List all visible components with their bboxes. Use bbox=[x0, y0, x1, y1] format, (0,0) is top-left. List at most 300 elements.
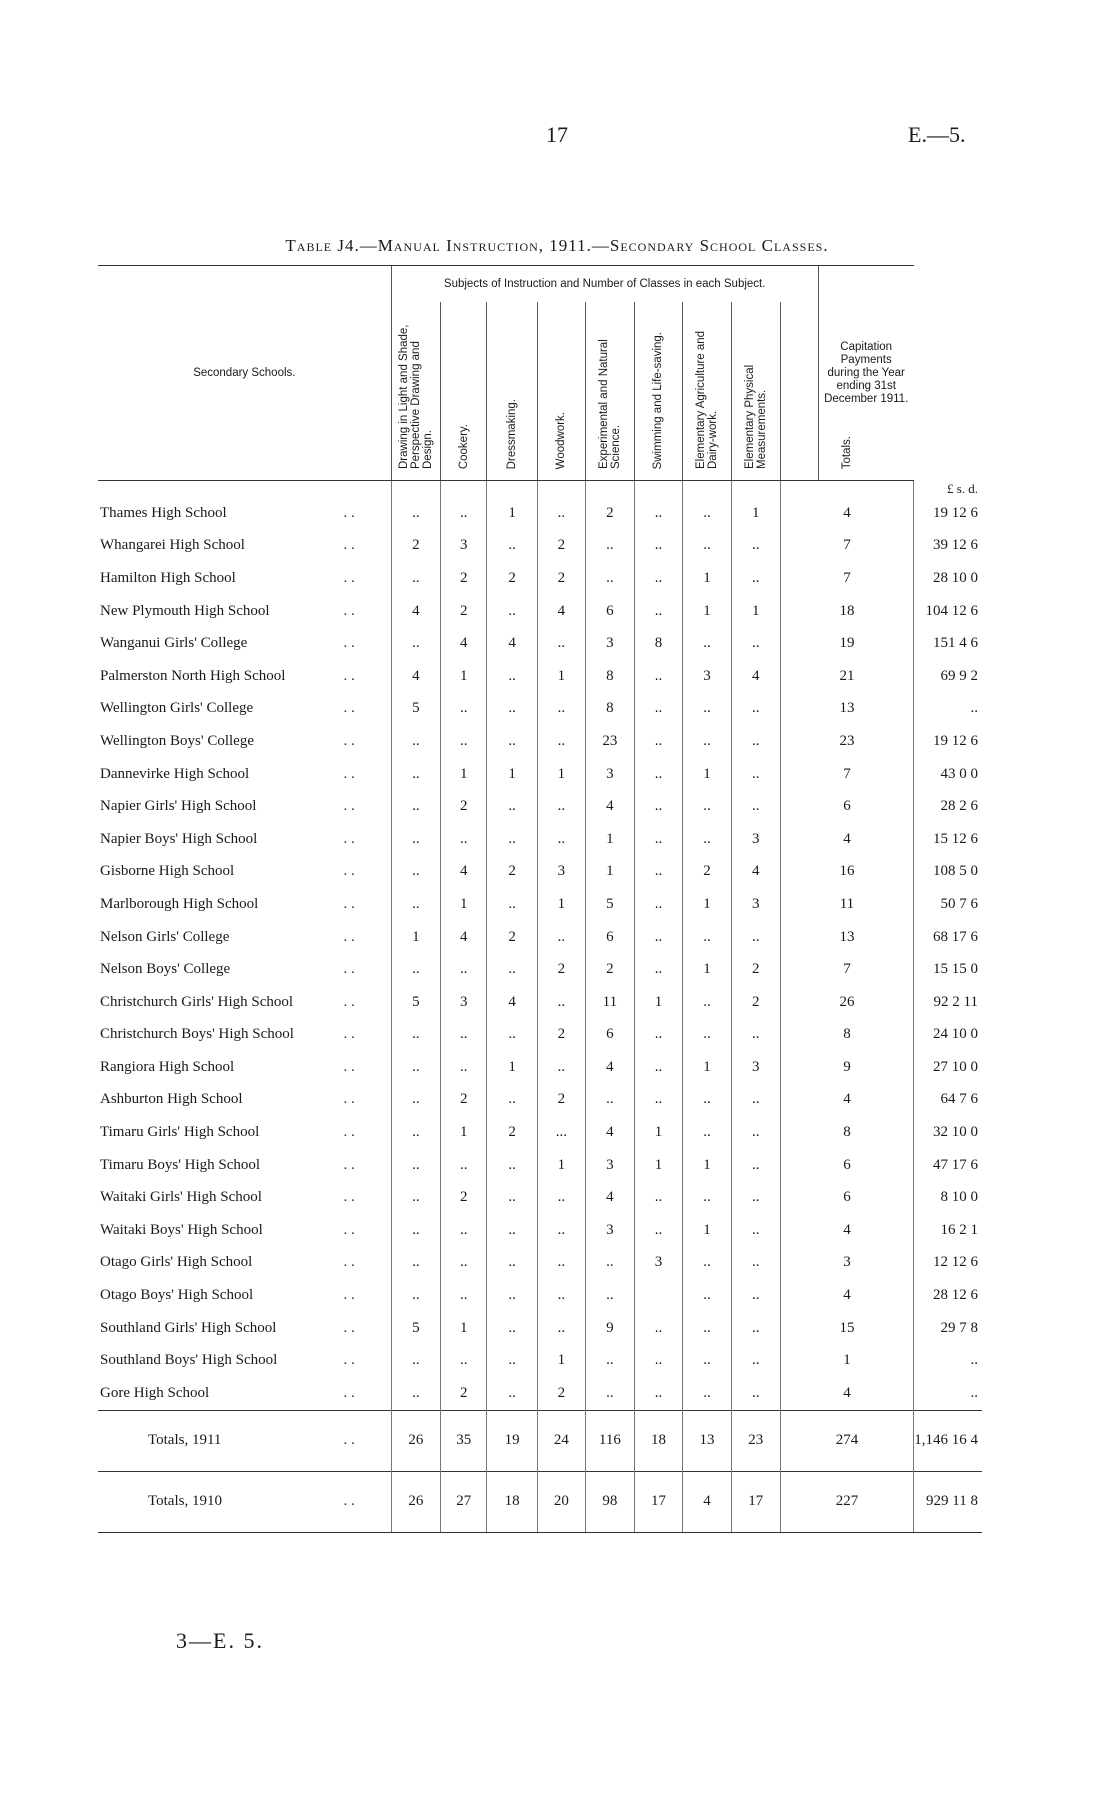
subject-header-text: Totals. bbox=[841, 435, 854, 469]
cell-value: 1 bbox=[683, 953, 732, 986]
subject-header-0 bbox=[391, 302, 440, 481]
cell-value: 7 bbox=[780, 562, 914, 595]
cell-value: .. bbox=[391, 562, 440, 595]
cell-value: 3 bbox=[731, 888, 780, 921]
subject-header-3 bbox=[537, 302, 585, 481]
total-value: 35 bbox=[441, 1410, 487, 1471]
cell-value: .. bbox=[731, 1344, 780, 1377]
cell-value: .. bbox=[634, 725, 682, 758]
cell-value: 1 bbox=[441, 660, 487, 693]
cell-value: .. bbox=[586, 1247, 635, 1280]
cell-value: .. bbox=[391, 856, 440, 889]
cell-value: .. bbox=[487, 1377, 537, 1410]
capitation-value: 28 2 6 bbox=[914, 790, 982, 823]
cell-value: .. bbox=[634, 530, 682, 563]
school-name: Ashburton High School bbox=[100, 1091, 243, 1108]
school-name: Southland Girls' High School bbox=[100, 1319, 277, 1336]
capitation-value: 92 2 11 bbox=[914, 986, 982, 1019]
currency-units-row bbox=[98, 481, 982, 498]
table-row bbox=[98, 627, 982, 660]
school-name: Wellington Boys' College bbox=[100, 732, 254, 749]
cell-value: 13 bbox=[780, 921, 914, 954]
cell-value: 1 bbox=[537, 1344, 585, 1377]
school-name: Nelson Girls' College bbox=[100, 928, 230, 945]
cell-value: .. bbox=[634, 693, 682, 726]
cell-value: .. bbox=[683, 693, 732, 726]
cell-value: 11 bbox=[780, 888, 914, 921]
cell-value: 3 bbox=[441, 530, 487, 563]
cell-value: .. bbox=[441, 1344, 487, 1377]
table-row bbox=[98, 1149, 982, 1182]
capitation-value: 108 5 0 bbox=[914, 856, 982, 889]
table-row bbox=[98, 562, 982, 595]
cell-value: 4 bbox=[487, 986, 537, 1019]
cell-value: .. bbox=[683, 1084, 732, 1117]
cell-value: .. bbox=[731, 1181, 780, 1214]
cell-value: 1 bbox=[683, 595, 732, 628]
cell-value: ... bbox=[537, 1116, 585, 1149]
cell-value: .. bbox=[391, 790, 440, 823]
cell-value: 9 bbox=[586, 1312, 635, 1345]
capitation-value: 12 12 6 bbox=[914, 1247, 982, 1280]
cell-value: .. bbox=[391, 953, 440, 986]
cell-value: .. bbox=[537, 1279, 585, 1312]
cell-value: .. bbox=[391, 1181, 440, 1214]
cell-value: .. bbox=[634, 497, 682, 530]
total-value: 4 bbox=[683, 1471, 732, 1532]
table-row bbox=[98, 1214, 982, 1247]
cell-value: .. bbox=[634, 1181, 682, 1214]
leader-dots: . . bbox=[343, 732, 355, 749]
cell-value: 2 bbox=[441, 790, 487, 823]
cell-value: .. bbox=[586, 1279, 635, 1312]
cell-value: 1 bbox=[634, 1116, 682, 1149]
cell-value: 2 bbox=[537, 1084, 585, 1117]
cell-value: 5 bbox=[391, 693, 440, 726]
cell-value: 8 bbox=[780, 1116, 914, 1149]
table-row bbox=[98, 595, 982, 628]
subject-header-7 bbox=[731, 302, 780, 481]
table-title bbox=[0, 236, 1114, 256]
total-value: 19 bbox=[487, 1410, 537, 1471]
cell-value: .. bbox=[537, 790, 585, 823]
cell-value bbox=[634, 1279, 682, 1312]
cell-value: 4 bbox=[441, 921, 487, 954]
cell-value: 7 bbox=[780, 953, 914, 986]
cell-value: .. bbox=[683, 1377, 732, 1410]
leader-dots: . . bbox=[343, 961, 355, 978]
cell-value: 1 bbox=[586, 856, 635, 889]
subject-header-text: Swimming and Life-saving. bbox=[652, 331, 665, 469]
cell-value: 1 bbox=[487, 758, 537, 791]
cell-value: 3 bbox=[683, 660, 732, 693]
table-row bbox=[98, 693, 982, 726]
capitation-value: 28 12 6 bbox=[914, 1279, 982, 1312]
total-value: 274 bbox=[780, 1410, 914, 1471]
total-value: 26 bbox=[391, 1410, 440, 1471]
cell-value: 11 bbox=[586, 986, 635, 1019]
cell-value: .. bbox=[537, 1214, 585, 1247]
cell-value: .. bbox=[634, 1344, 682, 1377]
cell-value: .. bbox=[683, 921, 732, 954]
cell-value: 4 bbox=[391, 595, 440, 628]
cell-value: 1 bbox=[487, 497, 537, 530]
cell-value: 4 bbox=[586, 1181, 635, 1214]
cell-value: .. bbox=[537, 497, 585, 530]
cell-value: 2 bbox=[391, 530, 440, 563]
table-row bbox=[98, 497, 982, 530]
cell-value: 21 bbox=[780, 660, 914, 693]
cell-value: .. bbox=[441, 953, 487, 986]
total-value: 26 bbox=[391, 1471, 440, 1532]
cell-value: .. bbox=[731, 725, 780, 758]
school-name: Otago Boys' High School bbox=[100, 1287, 254, 1304]
cell-value: 8 bbox=[634, 627, 682, 660]
school-name: Timaru Girls' High School bbox=[100, 1124, 260, 1141]
cell-value: 3 bbox=[441, 986, 487, 1019]
cell-value: 1 bbox=[683, 1149, 732, 1182]
leader-dots: . . bbox=[343, 1471, 391, 1532]
cell-value: 2 bbox=[441, 1181, 487, 1214]
table-row bbox=[98, 986, 982, 1019]
capitation-value: .. bbox=[914, 1377, 982, 1410]
cell-value: .. bbox=[441, 1214, 487, 1247]
subjects-group-header: Subjects of Instruction and Number of Classes in each Subject. bbox=[391, 266, 818, 303]
cell-value: 2 bbox=[487, 856, 537, 889]
cell-value: .. bbox=[487, 1149, 537, 1182]
total-value: 27 bbox=[441, 1471, 487, 1532]
cell-value: 6 bbox=[780, 1181, 914, 1214]
cell-value: .. bbox=[683, 497, 732, 530]
capitation-value: 16 2 1 bbox=[914, 1214, 982, 1247]
cell-value: .. bbox=[487, 953, 537, 986]
table-row bbox=[98, 660, 982, 693]
cell-value: 3 bbox=[537, 856, 585, 889]
total-capitation: 1,146 16 4 bbox=[914, 1410, 982, 1471]
leader-dots: . . bbox=[343, 863, 355, 880]
table-row bbox=[98, 823, 982, 856]
cell-value: 2 bbox=[537, 530, 585, 563]
cell-value: 2 bbox=[441, 1377, 487, 1410]
cell-value: .. bbox=[731, 1312, 780, 1345]
table-title-prefix: Table J4. bbox=[285, 236, 360, 255]
table-row bbox=[98, 1181, 982, 1214]
school-name: Napier Girls' High School bbox=[100, 798, 257, 815]
cell-value: .. bbox=[683, 823, 732, 856]
cell-value: .. bbox=[683, 1312, 732, 1345]
cell-value: 3 bbox=[586, 1149, 635, 1182]
school-name: Christchurch Girls' High School bbox=[100, 993, 294, 1010]
total-value: 18 bbox=[487, 1471, 537, 1532]
cell-value: 4 bbox=[537, 595, 585, 628]
cell-value: .. bbox=[683, 986, 732, 1019]
cell-value: .. bbox=[537, 1181, 585, 1214]
leader-dots: . . bbox=[343, 504, 355, 521]
table-row bbox=[98, 790, 982, 823]
cell-value: 15 bbox=[780, 1312, 914, 1345]
table-row bbox=[98, 1019, 982, 1052]
manual-instruction-table bbox=[98, 265, 982, 1533]
cell-value: .. bbox=[683, 1344, 732, 1377]
totals-label: Totals, 1910 bbox=[98, 1471, 343, 1532]
cell-value: 1 bbox=[391, 921, 440, 954]
leader-dots: . . bbox=[343, 667, 355, 684]
leader-dots: . . bbox=[343, 700, 355, 717]
total-value: 18 bbox=[634, 1410, 682, 1471]
page-reference: E.—5. bbox=[908, 122, 966, 147]
leader-dots: . . bbox=[343, 1254, 355, 1271]
total-value: 23 bbox=[731, 1410, 780, 1471]
cell-value: .. bbox=[441, 1279, 487, 1312]
leader-dots: . . bbox=[343, 1221, 355, 1238]
cell-value: .. bbox=[683, 790, 732, 823]
cell-value: .. bbox=[391, 758, 440, 791]
subject-header-text: Drawing in Light and Shade, Perspective Drawing and Design. bbox=[397, 324, 434, 469]
cell-value: .. bbox=[487, 888, 537, 921]
table-row bbox=[98, 1377, 982, 1410]
cell-value: 1 bbox=[586, 823, 635, 856]
cell-value: 1 bbox=[683, 562, 732, 595]
currency-units: £ s. d. bbox=[914, 481, 982, 498]
cell-value: 2 bbox=[487, 1116, 537, 1149]
cell-value: .. bbox=[586, 1084, 635, 1117]
cell-value: .. bbox=[683, 627, 732, 660]
cell-value: 4 bbox=[731, 660, 780, 693]
cell-value: 18 bbox=[780, 595, 914, 628]
cell-value: .. bbox=[537, 921, 585, 954]
school-name: Otago Girls' High School bbox=[100, 1254, 253, 1271]
totals-row bbox=[98, 1471, 982, 1532]
total-value: 20 bbox=[537, 1471, 585, 1532]
cell-value: 1 bbox=[441, 888, 487, 921]
leader-dots: . . bbox=[343, 537, 355, 554]
cell-value: 4 bbox=[441, 856, 487, 889]
cell-value: .. bbox=[487, 595, 537, 628]
total-value: 227 bbox=[780, 1471, 914, 1532]
cell-value: 1 bbox=[634, 1149, 682, 1182]
cell-value: 16 bbox=[780, 856, 914, 889]
cell-value: 3 bbox=[731, 1051, 780, 1084]
school-name: Dannevirke High School bbox=[100, 765, 250, 782]
cell-value: 13 bbox=[780, 693, 914, 726]
leader-dots: . . bbox=[343, 993, 355, 1010]
cell-value: .. bbox=[487, 1279, 537, 1312]
leader-dots: . . bbox=[343, 602, 355, 619]
subject-header-1 bbox=[441, 302, 487, 481]
cell-value: .. bbox=[731, 1247, 780, 1280]
cell-value: .. bbox=[683, 1181, 732, 1214]
cell-value: .. bbox=[391, 1084, 440, 1117]
cell-value: 2 bbox=[586, 953, 635, 986]
cell-value: 4 bbox=[780, 1214, 914, 1247]
table-body bbox=[98, 481, 982, 1533]
leader-dots: . . bbox=[343, 1058, 355, 1075]
cell-value: 8 bbox=[586, 693, 635, 726]
footer-reference: 3—E. 5. bbox=[176, 1628, 264, 1653]
subject-header-4 bbox=[586, 302, 635, 481]
cell-value: 2 bbox=[731, 986, 780, 1019]
cell-value: .. bbox=[537, 693, 585, 726]
cell-value: .. bbox=[487, 1181, 537, 1214]
capitation-value: 28 10 0 bbox=[914, 562, 982, 595]
subject-header-text: Elementary Agriculture and Dairy-work. bbox=[694, 330, 719, 469]
leader-dots: . . bbox=[343, 1091, 355, 1108]
cell-value: 4 bbox=[586, 1051, 635, 1084]
cell-value: .. bbox=[391, 1377, 440, 1410]
cell-value: 7 bbox=[780, 530, 914, 563]
cell-value: .. bbox=[487, 823, 537, 856]
cell-value: 23 bbox=[586, 725, 635, 758]
leader-dots: . . bbox=[343, 1156, 355, 1173]
capitation-value: 19 12 6 bbox=[914, 497, 982, 530]
cell-value: .. bbox=[731, 758, 780, 791]
school-name: Gisborne High School bbox=[100, 863, 235, 880]
school-name: Gore High School bbox=[100, 1384, 210, 1401]
cell-value: .. bbox=[634, 1377, 682, 1410]
cell-value: 1 bbox=[683, 758, 732, 791]
school-name: Whangarei High School bbox=[100, 537, 245, 554]
cell-value: .. bbox=[731, 1214, 780, 1247]
capitation-value: 68 17 6 bbox=[914, 921, 982, 954]
cell-value: .. bbox=[537, 1247, 585, 1280]
cell-value: 19 bbox=[780, 627, 914, 660]
cell-value: .. bbox=[391, 1116, 440, 1149]
school-name: Thames High School bbox=[100, 504, 227, 521]
cell-value: 3 bbox=[586, 627, 635, 660]
school-name: Marlborough High School bbox=[100, 895, 259, 912]
leader-dots: . . bbox=[343, 1287, 355, 1304]
table-row bbox=[98, 1051, 982, 1084]
cell-value: 1 bbox=[537, 888, 585, 921]
cell-value: 8 bbox=[586, 660, 635, 693]
cell-value: .. bbox=[634, 1051, 682, 1084]
school-name: Hamilton High School bbox=[100, 569, 236, 586]
table-row bbox=[98, 1344, 982, 1377]
cell-value: .. bbox=[731, 530, 780, 563]
subject-header-text: Woodwork. bbox=[555, 411, 568, 469]
cell-value: 3 bbox=[780, 1247, 914, 1280]
subject-header-2 bbox=[487, 302, 537, 481]
subject-header-text: Dressmaking. bbox=[506, 398, 519, 469]
cell-value: .. bbox=[683, 725, 732, 758]
table-row bbox=[98, 1247, 982, 1280]
capitation-value: 19 12 6 bbox=[914, 725, 982, 758]
table-row bbox=[98, 725, 982, 758]
cell-value: .. bbox=[391, 1051, 440, 1084]
cell-value: 2 bbox=[537, 953, 585, 986]
cell-value: 4 bbox=[780, 1279, 914, 1312]
cell-value: 4 bbox=[487, 627, 537, 660]
cell-value: 2 bbox=[731, 953, 780, 986]
cell-value: .. bbox=[391, 888, 440, 921]
subject-header-5 bbox=[634, 302, 682, 481]
cell-value: .. bbox=[487, 1247, 537, 1280]
cell-value: 6 bbox=[586, 921, 635, 954]
cell-value: 6 bbox=[780, 1149, 914, 1182]
capitation-value: 151 4 6 bbox=[914, 627, 982, 660]
cell-value: 2 bbox=[441, 562, 487, 595]
leader-dots: . . bbox=[343, 1319, 355, 1336]
cell-value: 1 bbox=[683, 888, 732, 921]
cell-value: .. bbox=[683, 1279, 732, 1312]
cell-value: .. bbox=[731, 693, 780, 726]
cell-value: .. bbox=[487, 1344, 537, 1377]
total-value: 17 bbox=[731, 1471, 780, 1532]
school-name: Waitaki Girls' High School bbox=[100, 1189, 262, 1206]
cell-value: .. bbox=[391, 823, 440, 856]
cell-value: .. bbox=[634, 790, 682, 823]
capitation-value: 15 15 0 bbox=[914, 953, 982, 986]
cell-value: 4 bbox=[391, 660, 440, 693]
cell-value: 2 bbox=[537, 1019, 585, 1052]
cell-value: .. bbox=[731, 790, 780, 823]
capitation-value: .. bbox=[914, 1344, 982, 1377]
table-row bbox=[98, 758, 982, 791]
capitation-value: 104 12 6 bbox=[914, 595, 982, 628]
cell-value: 5 bbox=[586, 888, 635, 921]
capitation-value: 39 12 6 bbox=[914, 530, 982, 563]
cell-value: .. bbox=[441, 1247, 487, 1280]
cell-value: .. bbox=[391, 1019, 440, 1052]
capitation-header-text: Capitation Payments during the Year ending 31st December 1911. bbox=[824, 340, 909, 405]
table-row bbox=[98, 530, 982, 563]
cell-value: .. bbox=[487, 1312, 537, 1345]
total-value: 98 bbox=[586, 1471, 635, 1532]
cell-value: .. bbox=[391, 725, 440, 758]
cell-value: .. bbox=[634, 888, 682, 921]
leader-dots: . . bbox=[343, 635, 355, 652]
cell-value: 26 bbox=[780, 986, 914, 1019]
cell-value: .. bbox=[634, 1084, 682, 1117]
total-value: 116 bbox=[586, 1410, 635, 1471]
table-row bbox=[98, 953, 982, 986]
cell-value: .. bbox=[487, 1019, 537, 1052]
cell-value: .. bbox=[634, 660, 682, 693]
total-value: 17 bbox=[634, 1471, 682, 1532]
cell-value: 7 bbox=[780, 758, 914, 791]
cell-value: .. bbox=[391, 1214, 440, 1247]
school-name: New Plymouth High School bbox=[100, 602, 270, 619]
cell-value: .. bbox=[683, 1116, 732, 1149]
cell-value: 4 bbox=[780, 497, 914, 530]
cell-value: .. bbox=[731, 1116, 780, 1149]
cell-value: .. bbox=[731, 921, 780, 954]
cell-value: .. bbox=[634, 1019, 682, 1052]
cell-value: 5 bbox=[391, 986, 440, 1019]
table-title-rest: —Manual Instruction, 1911.—Secondary School Classes. bbox=[359, 236, 829, 255]
school-name: Palmerston North High School bbox=[100, 667, 286, 684]
capitation-value: 64 7 6 bbox=[914, 1084, 982, 1117]
cell-value: 3 bbox=[586, 1214, 635, 1247]
cell-value: 1 bbox=[683, 1214, 732, 1247]
cell-value: 1 bbox=[683, 1051, 732, 1084]
page-number: 17 bbox=[546, 122, 568, 147]
leader-dots: . . bbox=[343, 830, 355, 847]
leader-dots: . . bbox=[343, 1124, 355, 1141]
cell-value: 6 bbox=[780, 790, 914, 823]
school-name: Christchurch Boys' High School bbox=[100, 1026, 294, 1043]
leader-dots: . . bbox=[343, 895, 355, 912]
school-name: Southland Boys' High School bbox=[100, 1352, 278, 1369]
cell-value: .. bbox=[391, 1279, 440, 1312]
table-row bbox=[98, 1116, 982, 1149]
cell-value: 1 bbox=[780, 1344, 914, 1377]
cell-value: .. bbox=[441, 497, 487, 530]
cell-value: .. bbox=[537, 627, 585, 660]
cell-value: .. bbox=[634, 823, 682, 856]
cell-value: .. bbox=[586, 562, 635, 595]
capitation-value: 47 17 6 bbox=[914, 1149, 982, 1182]
